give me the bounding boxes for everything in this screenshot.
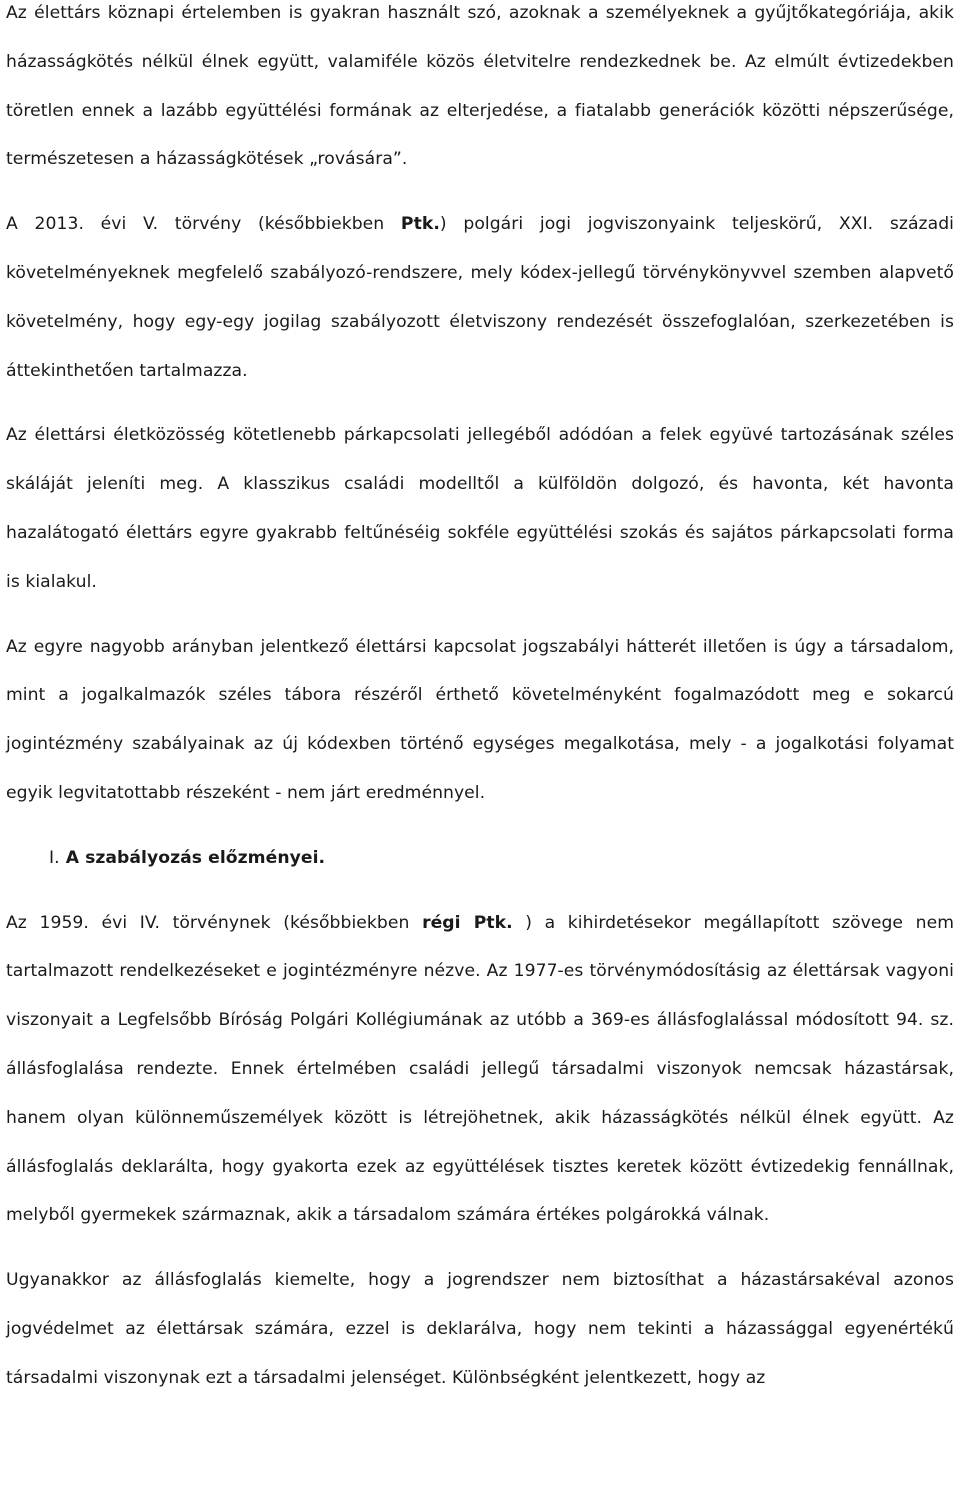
- paragraph-intro: Az élettárs köznapi értelemben is gyakran használt szó, azoknak a személyeknek a gyűjtőkategóriája, akik házasságkötés nélkül élnek együtt, valamiféle közös életvitelre rendezkednek be. Az elmúlt évtizedekben töretlen ennek a lazább együttélési formának az elterjedése, a fiatalabb generációk közötti népszerűsége, természetesen a házasságkötések „rovására”.: [6, 3, 954, 170]
- paragraph-old-ptk: [6, 899, 954, 1241]
- paragraph-ptk-2013: [6, 200, 954, 395]
- paragraph-ptk-2013-part2: ) polgári jogi jogviszonyaink teljeskörű, XXI. századi követelményeknek megfelelő szabályozó-rendszere, mely kódex-jellegű törvénykönyvvel szemben alapvető követelmény, hogy egy-egy jogilag szabályozott életviszony rendezését összefoglalóan, szerkezetében is áttekinthetően tartalmazza.: [6, 214, 954, 381]
- paragraph-old-ptk-part2: ) a kihirdetésekor megállapított szövege nem tartalmazott rendelkezéseket e jogintézményre nézve. Az 1977-es törvénymódosításig az élettársak vagyoni viszonyait a Legfelsőbb Bíróság Polgári Kollégiumának az utóbb a 369-es állásfoglalással módosított 94. sz. állásfoglalása rendezte. Ennek értelmében családi jellegű társadalmi viszonyok nemcsak házastársak, hanem olyan különneműszemélyek között is létrejöhetnek, akik házasságkötés nélkül élnek együtt. Az állásfoglalás deklarálta, hogy gyakorta ezek az együttélések tisztes keretek között évtizedekig fennállnak, melyből gyermekek származnak, akik a társadalom számára értékes polgárokká válnak.: [6, 912, 954, 1226]
- old-ptk-abbreviation: régi Ptk.: [422, 912, 513, 933]
- paragraph-position: Ugyanakkor az állásfoglalás kiemelte, hogy a jogrendszer nem biztosíthat a házastársakéval azonos jogvédelmet az élettársak számára, ezzel is deklarálva, hogy nem tekinti a házassággal egyenértékű társadalmi viszonynak ezt a társadalmi jelenséget. Különbségként jelentkezett, hogy az: [6, 1270, 954, 1388]
- paragraph-forms: Az élettársi életközösség kötetlenebb párkapcsolati jellegéből adódóan a felek együvé tartozásának széles skáláját jeleníti meg. A klasszikus családi modelltől a külföldön dolgozó, és havonta, két havonta hazalátogató élettárs egyre gyakrabb feltűnéséig sokféle együttélési szokás és sajátos párkapcsolati forma is kialakul.: [6, 425, 954, 592]
- section-number: I.: [49, 847, 60, 868]
- paragraph-ptk-2013-part1: A 2013. évi V. törvény (későbbiekben: [6, 214, 401, 235]
- paragraph-old-ptk-part1: Az 1959. évi IV. törvénynek (későbbiekben: [6, 912, 423, 933]
- document-page: [6, 0, 954, 1403]
- section-title: A szabályozás előzményei.: [65, 847, 326, 868]
- ptk-abbreviation: Ptk.: [400, 214, 440, 235]
- section-heading: [6, 834, 954, 883]
- paragraph-regulation: Az egyre nagyobb arányban jelentkező élettársi kapcsolat jogszabályi hátterét illetően is úgy a társadalom, mint a jogalkalmazók széles tábora részéről érthető követelményként fogalmazódott meg e sokarcú jogintézmény szabályainak az új kódexben történő egységes megalkotása, mely - a jogalkotási folyamat egyik legvitatottabb részeként - nem járt eredménnyel.: [6, 636, 954, 803]
